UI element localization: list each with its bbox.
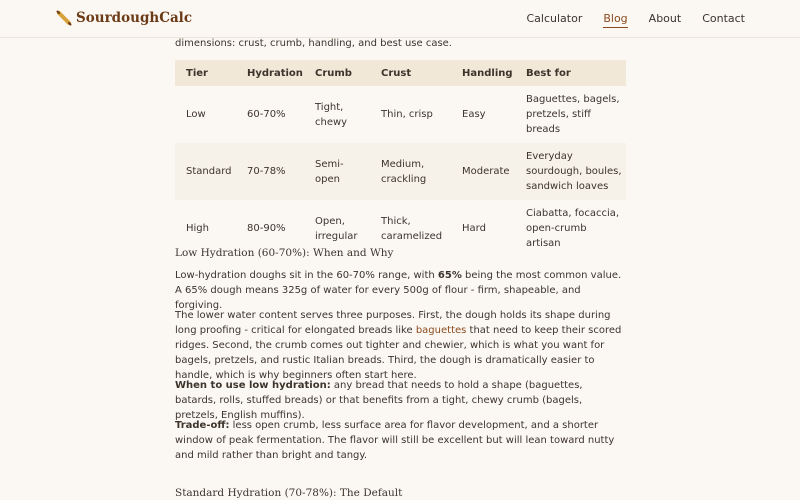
text: that need to keep their scored ridges. Second, the crumb comes out tighter and chewier, which is what you want for bagels, pretzels, and rustic Italian breads. Third, the dough is dramatically easier to handle, which is why beginners often start here. (175, 325, 622, 381)
table-cell: Baguettes, bagels, pretzels, stiff breads (515, 86, 626, 143)
table-cell: Tight, chewy (304, 86, 370, 143)
intro-text: dimensions: crust, crumb, handling, and best use case. (175, 38, 452, 49)
top-nav (0, 0, 800, 38)
text: The lower water content serves three purposes. First, the dough holds its shape during long proofing - critical for elongated breads like (175, 310, 611, 336)
table-cell: Thin, crisp (370, 86, 451, 143)
table-cell: Everyday sourdough, boules, sandwich loaves (515, 143, 626, 200)
table-cell: Medium, crackling (370, 143, 451, 200)
col-crust: Crust (370, 60, 451, 86)
table-cell: Thick, caramelized (370, 200, 451, 257)
table-row (175, 143, 626, 200)
table-cell: Open, irregular (304, 200, 370, 257)
table-cell: 80-90% (236, 200, 304, 257)
table-header-row (175, 60, 626, 86)
table-cell: High (175, 200, 236, 257)
hydration-table (175, 60, 626, 257)
table-cell: Low (175, 86, 236, 143)
nav-blog[interactable]: Blog (603, 12, 627, 28)
paragraph-low-purposes (175, 308, 626, 383)
text: being the most common value. A 65% dough means 325g of water for every 500g of flour - firm, shapeable, and forgiving. (175, 270, 622, 311)
nav-about[interactable]: About (648, 12, 682, 25)
table-cell: Semi-open (304, 143, 370, 200)
section-heading-standard: Standard Hydration (70-78%): The Default (175, 487, 403, 499)
nav-links (505, 12, 745, 28)
paragraph-when-to-use (175, 378, 626, 423)
table-cell: Hard (451, 200, 515, 257)
section-heading-low: Low Hydration (60-70%): When and Why (175, 247, 394, 259)
col-best-for: Best for (515, 60, 626, 86)
col-tier: Tier (175, 60, 236, 86)
text: Low-hydration doughs sit in the 60-70% range, with (175, 270, 438, 281)
col-hydration: Hydration (236, 60, 304, 86)
bold-text: Trade-off: (175, 420, 230, 431)
paragraph-low-intro (175, 268, 626, 313)
table-cell: 60-70% (236, 86, 304, 143)
col-handling: Handling (451, 60, 515, 86)
nav-contact[interactable]: Contact (702, 12, 745, 25)
brand-name: SourdoughCalc (76, 10, 193, 26)
table-cell: Moderate (451, 143, 515, 200)
table-cell: 70-78% (236, 143, 304, 200)
table-cell: Ciabatta, focaccia, open-crumb artisan (515, 200, 626, 257)
text: any bread that needs to hold a shape (baguettes, batards, rolls, stuffed breads) or that benefits from a tight, chewy crumb (bagels, pretzels, English muffins). (175, 380, 583, 421)
rolling-pin-icon (56, 10, 72, 26)
brand-logo[interactable] (56, 10, 192, 26)
col-crumb: Crumb (304, 60, 370, 86)
nav-calculator[interactable]: Calculator (526, 12, 583, 25)
table-cell: Easy (451, 86, 515, 143)
table-cell: Standard (175, 143, 236, 200)
paragraph-trade-off (175, 418, 626, 463)
baguettes-link[interactable]: baguettes (415, 325, 467, 336)
table-row (175, 86, 626, 143)
text: less open crumb, less surface area for flavor development, and a shorter window of peak fermentation. The flavor will still be excellent but will lean toward nutty and mild rather than bright and tangy. (175, 420, 615, 461)
bold-text: 65% (437, 270, 462, 281)
bold-text: When to use low hydration: (175, 380, 331, 391)
